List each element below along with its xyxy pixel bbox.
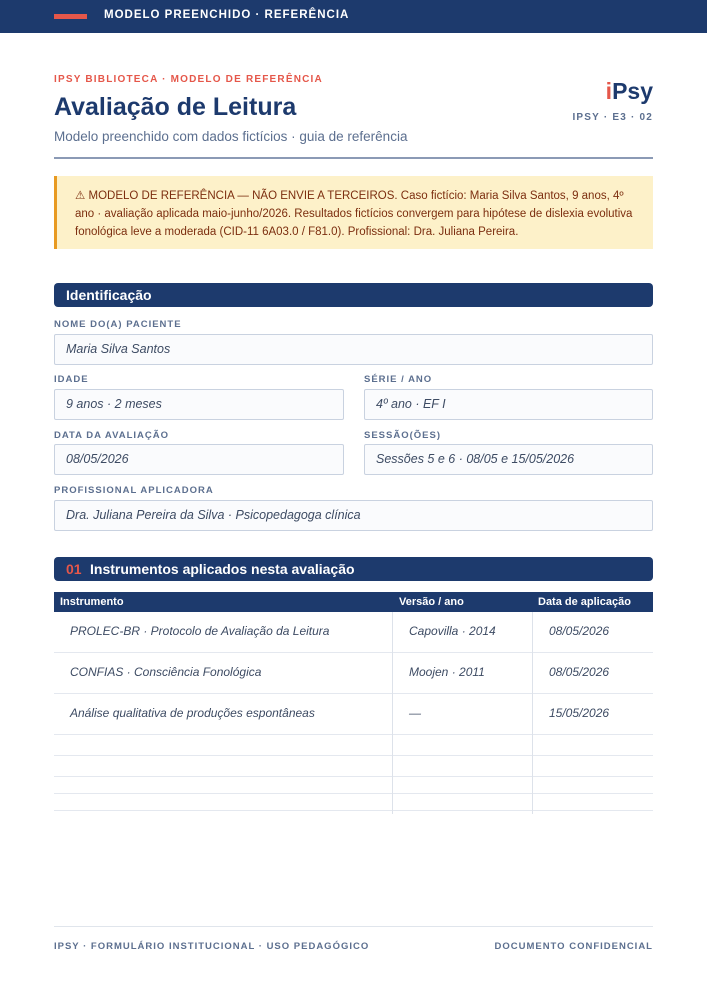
reference-warning-notice: ⚠ MODELO DE REFERÊNCIA — NÃO ENVIE A TERCEIROS. Caso fictício: Maria Silva Santos, 9 anos, 4º ano · avaliação aplicada maio-junho/2026. Resultados fictícios convergem para hipótese de dislexia evolutiva fonológica leve a moderada (CID-11 6A03.0 / F81.0). Profissional: Dra. Juliana Pereira. (54, 176, 653, 249)
section-title: Identificação (66, 287, 152, 303)
table-row[interactable] (54, 612, 653, 653)
column-header-instrumento: Instrumento (60, 596, 124, 608)
cell-instrumento: Análise qualitativa de produções espontâneas (70, 706, 315, 720)
column-header-versao: Versão / ano (399, 596, 464, 608)
cell-data: 08/05/2026 (549, 665, 610, 679)
profissional-field[interactable]: Dra. Juliana Pereira da Silva · Psicopedagoga clínica (54, 500, 653, 531)
page-title: Avaliação de Leitura (54, 93, 297, 121)
cell-versao: Moojen · 2011 (409, 665, 485, 679)
top-bar-title: MODELO PREENCHIDO · REFERÊNCIA (104, 9, 350, 21)
page-subtitle: Modelo preenchido com dados fictícios · guia de referência (54, 129, 408, 144)
cell-instrumento: PROLEC-BR · Protocolo de Avaliação da Leitura (70, 624, 330, 638)
table-row[interactable] (54, 653, 653, 694)
data-avaliacao-label: DATA DA AVALIAÇÃO (54, 430, 169, 441)
section-number: 01 (66, 561, 82, 577)
nome-label: NOME DO(A) PACIENTE (54, 319, 182, 330)
cell-versao: Capovilla · 2014 (409, 624, 496, 638)
column-header-data: Data de aplicação (538, 596, 631, 608)
cell-data: 15/05/2026 (549, 706, 610, 720)
sessoes-field[interactable]: Sessões 5 e 6 · 08/05 e 15/05/2026 (364, 444, 653, 475)
serie-field[interactable]: 4º ano · EF I (364, 389, 653, 420)
empty-table-row[interactable] (54, 756, 653, 777)
header-divider (54, 157, 653, 159)
cell-data: 08/05/2026 (549, 624, 610, 638)
sessoes-label: SESSÃO(ÕES) (364, 430, 441, 441)
idade-field[interactable]: 9 anos · 2 meses (54, 389, 344, 420)
section-title: Instrumentos aplicados nesta avaliação (90, 561, 355, 577)
cell-versao: — (409, 706, 421, 720)
nome-field[interactable]: Maria Silva Santos (54, 334, 653, 365)
table-header (54, 592, 653, 612)
idade-label: IDADE (54, 374, 89, 385)
cell-instrumento: CONFIAS · Consciência Fonológica (70, 665, 262, 679)
empty-table-row[interactable] (54, 735, 653, 756)
top-bar (0, 0, 707, 33)
footer-left-text: IPSY · FORMULÁRIO INSTITUCIONAL · USO PEDAGÓGICO (54, 941, 370, 952)
section-instrumentos-header (54, 557, 653, 581)
section-identificacao-header (54, 283, 653, 307)
serie-label: SÉRIE / ANO (364, 374, 433, 385)
footer-divider (54, 926, 653, 927)
instrumentos-table (54, 592, 653, 811)
footer-right-text: DOCUMENTO CONFIDENCIAL (494, 941, 653, 952)
header-eyebrow: IPSY BIBLIOTECA · MODELO DE REFERÊNCIA (54, 74, 323, 85)
empty-table-row[interactable] (54, 777, 653, 794)
empty-table-row[interactable] (54, 794, 653, 811)
accent-stripe (54, 14, 87, 19)
brand-logo: iPsy (605, 78, 653, 104)
document-code: IPSY · E3 · 02 (572, 112, 653, 123)
data-avaliacao-field[interactable]: 08/05/2026 (54, 444, 344, 475)
profissional-label: PROFISSIONAL APLICADORA (54, 485, 214, 496)
column-divider (392, 612, 393, 814)
table-row[interactable] (54, 694, 653, 735)
column-divider (532, 612, 533, 814)
